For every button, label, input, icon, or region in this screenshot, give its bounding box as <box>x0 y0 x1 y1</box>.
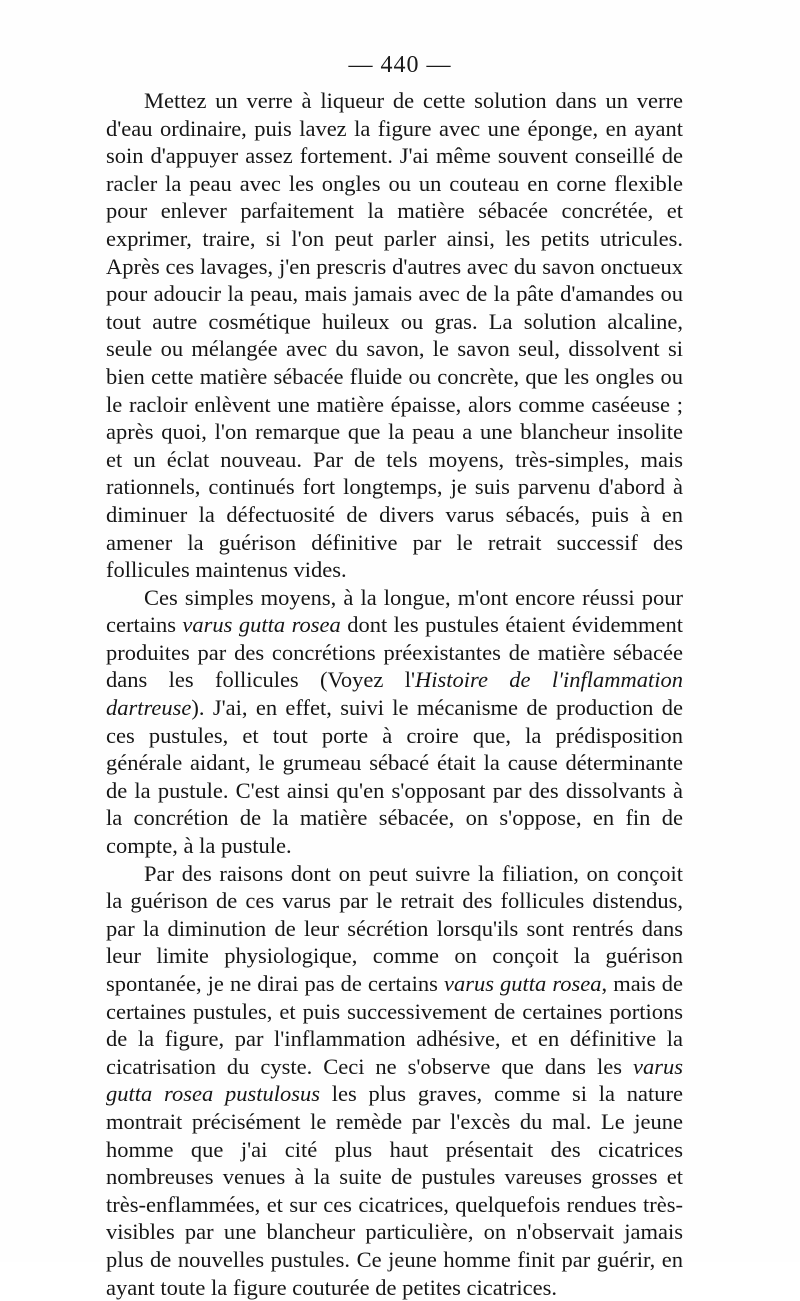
body-text <box>106 87 683 1301</box>
italic-term: varus gutta rosea pustulosus <box>106 1053 683 1107</box>
page-number: — 440 — <box>348 52 452 78</box>
paragraph-text: Mettez un verre à liqueur de cette solution dans un verre d'eau ordinaire, puis lavez la figure avec une éponge, en ayant soin d'appuyer assez fortement. J'ai même souvent conseillé de racler la peau avec les ongles ou un couteau en corne flexible pour enlever parfaitement la matière sébacée concrétée, et exprimer, traire, si l'on peut parler ainsi, les petits utricules. Après ces lavages, j'en prescris d'autres avec du savon onctueux pour adoucir la peau, mais jamais avec de la pâte d'amandes ou tout autre cosmétique huileux ou gras. La solution alcaline, seule ou mélangée avec du savon, le savon seul, dissolvent si bien cette matière sébacée fluide ou concrète, que les ongles ou le racloir enlèvent une matière épaisse, alors comme caséeuse ; après quoi, l'on remarque que la peau a une blancheur insolite et un éclat nouveau. Par de tels moyens, très-simples, mais rationnels, continués fort longtemps, je suis parvenu d'abord à diminuer la défectuosité de divers varus sébacés, puis à en amener la guérison définitive par le retrait successif des follicules maintenus vides. <box>106 88 683 583</box>
paragraph-2 <box>106 584 683 860</box>
paragraph-text: Ces simples moyens, à la longue, m'ont encore réussi pour certains <box>106 584 683 638</box>
italic-term: varus gutta rosea <box>182 612 341 638</box>
paragraph-text: , mais de certaines pustules, et puis successivement de certaines portions de la figure, par l'inflammation adhésive, et en définitive la cicatrisation du cyste. Ceci ne s'observe que dans les <box>106 971 683 1079</box>
italic-term: varus gutta rosea <box>443 971 602 996</box>
paragraph-text: les plus graves, comme si la nature montrait précisément le remède par l'excès du mal. Le jeune homme que j'ai cité plus haut présentait des cicatrices nombreuses venues à la suite de pustules vareuses grosses et très-enflammées, et sur ces cicatrices, quelquefois rendues très-visibles par une blancheur particulière, on n'observait jamais plus de nouvelles pustules. Ce jeune homme finit par guérir, en ayant toute la figure couturée de petites cicatrices. <box>106 1081 683 1300</box>
paragraph-text: Par des raisons dont on peut suivre la filiation, on conçoit la guérison de ces varus par le retrait des follicules distendus, par la diminution de leur sécrétion lorsqu'ils sont rentrés dans leur limite physiologique, comme on conçoit la guérison spontanée, je ne dirai pas de certains <box>106 860 683 996</box>
paragraph-text: dont les pustules étaient évidemment produites par des concrétions préexistantes de matière sébacée dans les follicules (Voyez l' <box>106 612 683 693</box>
paragraph-3 <box>106 860 683 1301</box>
paragraph-text: ). J'ai, en effet, suivi le mécanisme de production de ces pustules, et tout porte à croire que, la prédisposition générale aidant, le grumeau sébacé était la cause déterminante de la pustule. C'est ainsi qu'en s'opposant par des dissolvants à la concrétion de la matière sébacée, on s'oppose, en fin de compte, à la pustule. <box>106 695 683 859</box>
italic-title: Histoire de l'inflammation dartreuse <box>106 667 683 721</box>
paragraph-1 <box>106 87 683 584</box>
